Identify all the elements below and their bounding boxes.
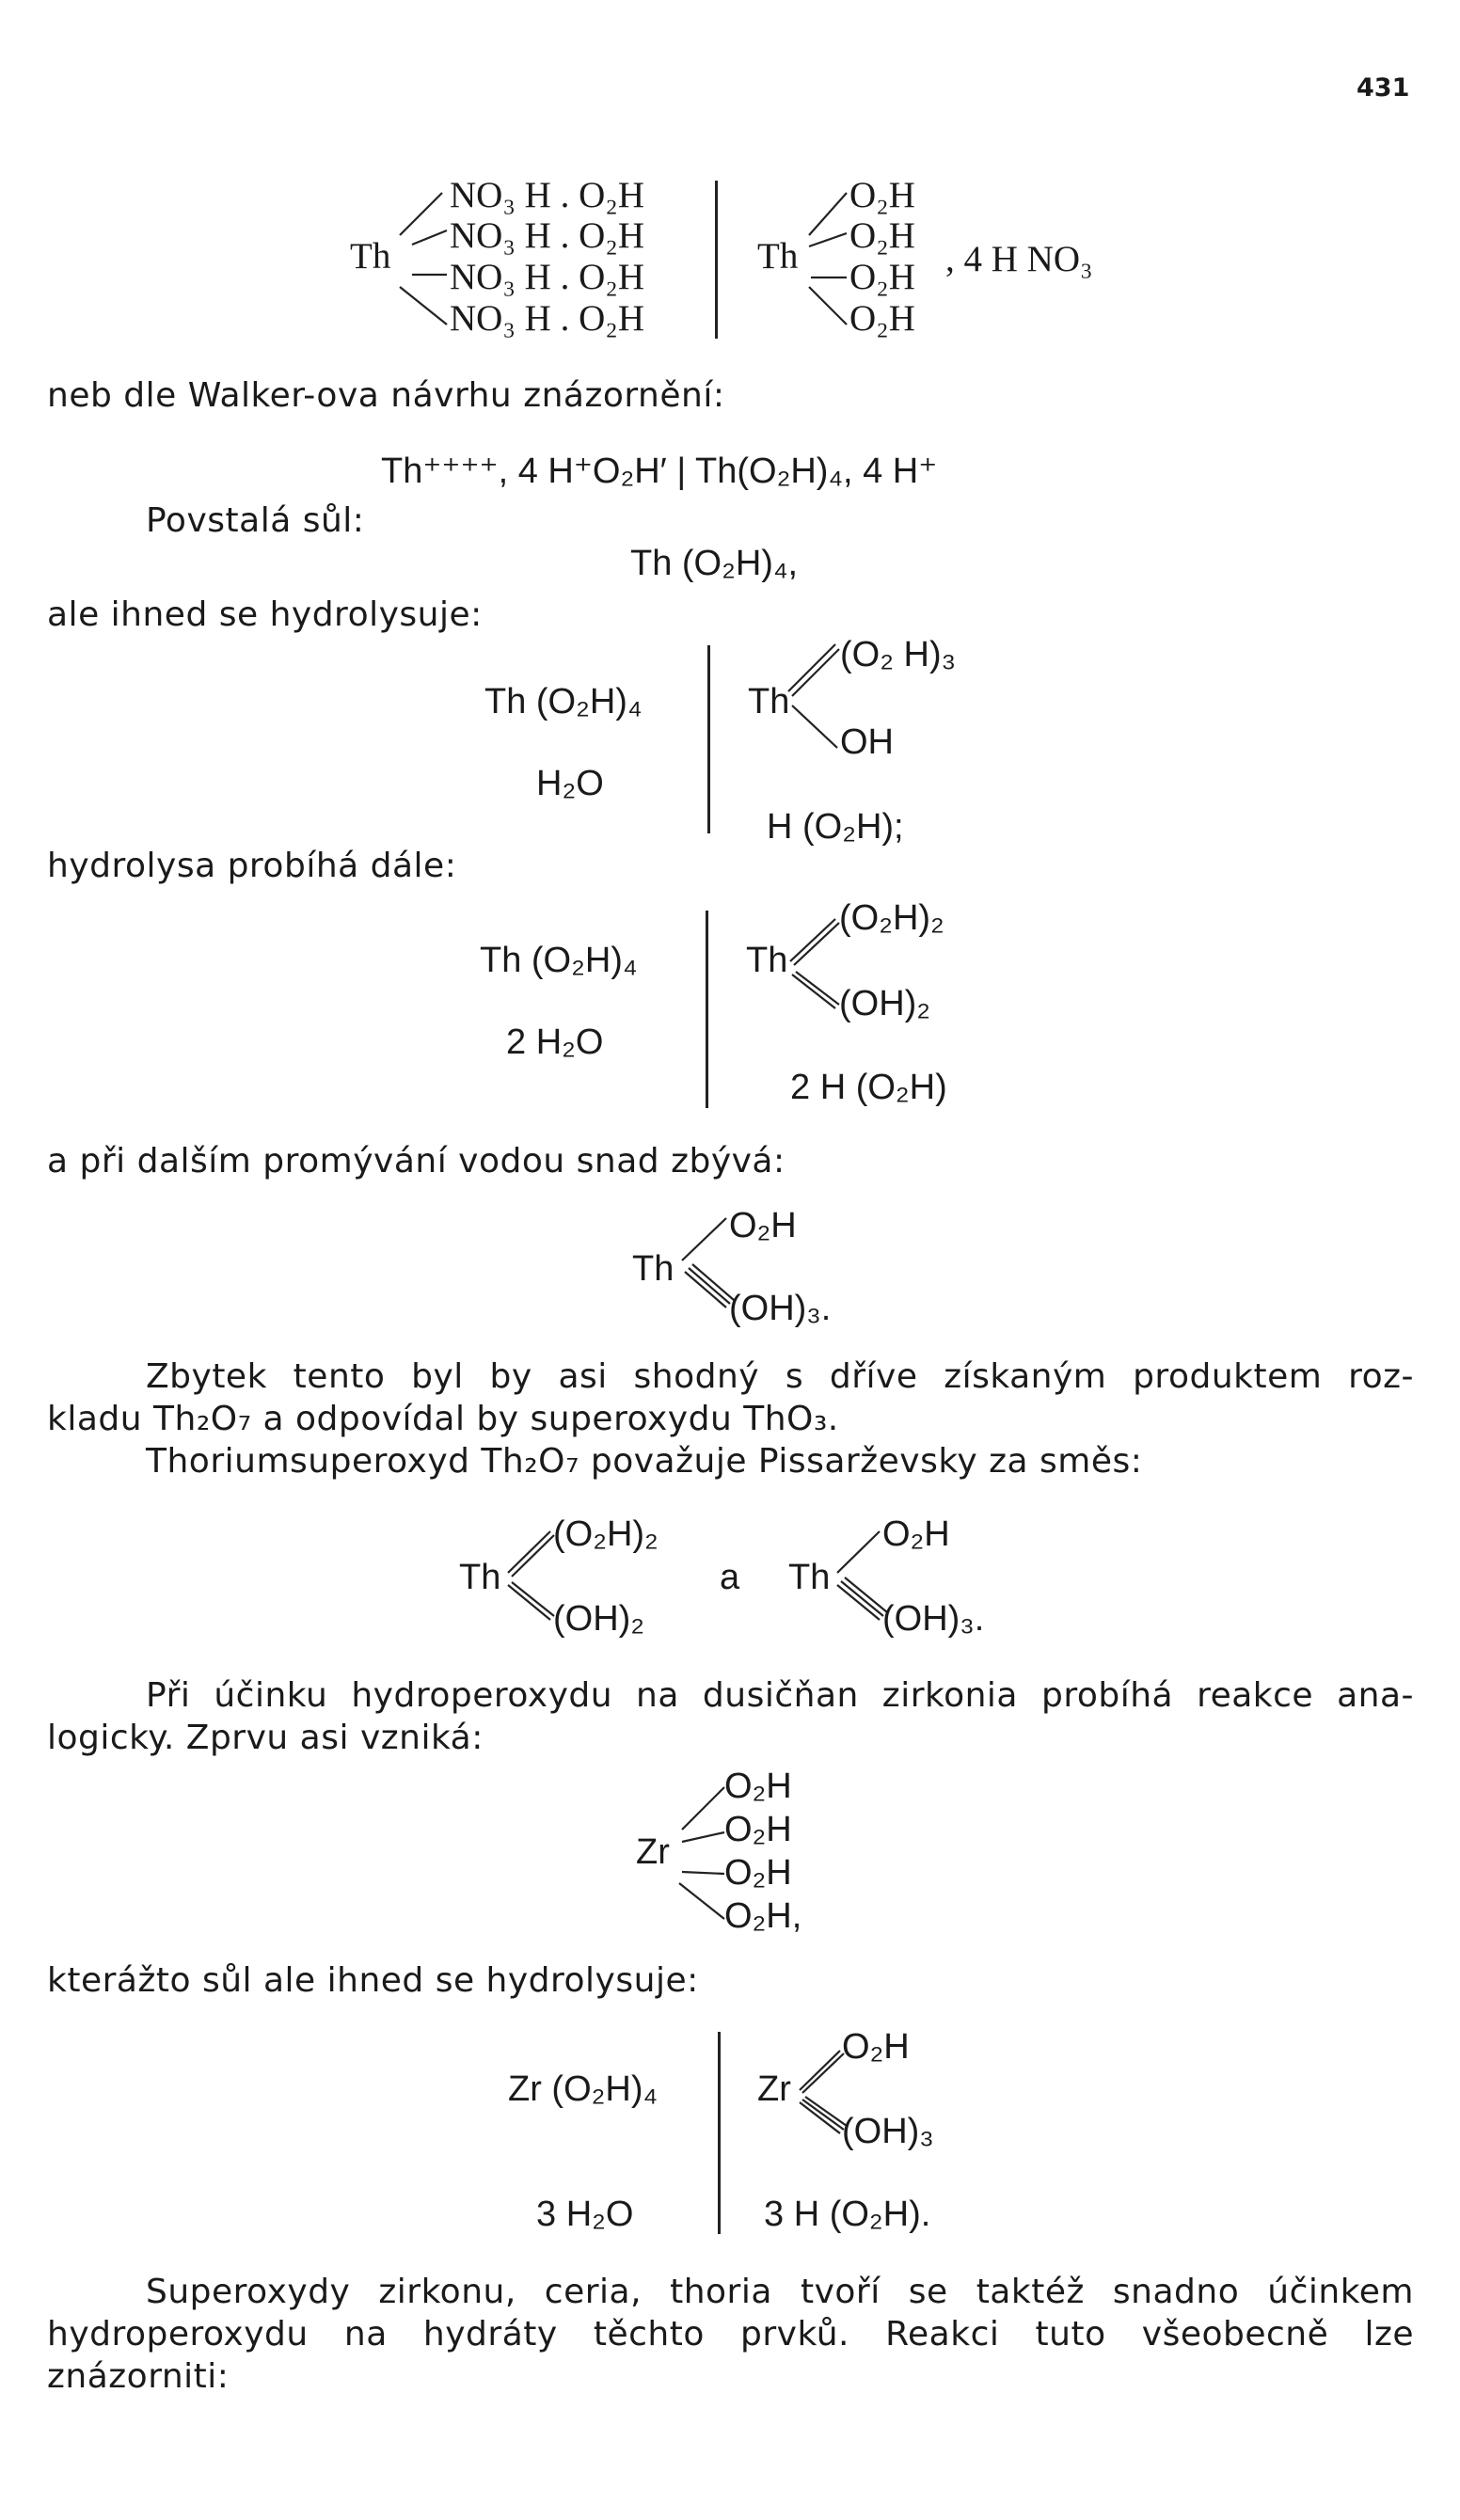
page-number: 431 <box>1357 73 1410 103</box>
eq2-right-bottom: H (O₂H); <box>767 807 904 847</box>
promyvani-intro: a při dalším promývání vodou snad zbývá: <box>47 1142 786 1181</box>
hydrolysa-intro-2: hydrolysa probíhá dále: <box>47 847 457 885</box>
eq1-right-row: O₂H <box>849 257 915 297</box>
eq1-left-center: Th <box>350 236 391 277</box>
eq7-right-bottom: 3 H (O₂H). <box>764 2195 931 2234</box>
para5-line3: znázorniti: <box>47 2357 230 2396</box>
eq4-upper: O₂H <box>729 1206 797 1245</box>
eq5-left-lower: (OH)₂ <box>553 1599 645 1639</box>
eq3-right-bottom: 2 H (O₂H) <box>790 1068 947 1107</box>
eq5-connector: a <box>720 1558 740 1597</box>
eq4-center: Th <box>632 1249 674 1289</box>
para4: kterážto sůl ale ihned se hydrolysuje: <box>47 1961 699 2000</box>
eq2-right-upper: (O₂ H)₃ <box>840 635 957 674</box>
salt-formula: Th (O₂H)₄, <box>630 544 799 583</box>
eq2-left-top: Th (O₂H)₄ <box>484 682 643 721</box>
eq2-right-center: Th <box>748 682 790 721</box>
eq1-left-row: NO₃ H . O₂H <box>450 298 645 339</box>
eq4-lower: (OH)₃. <box>729 1289 832 1328</box>
separator-bar <box>707 645 710 833</box>
hydrolysa-intro-1: ale ihned se hydrolysuje: <box>47 595 483 634</box>
eq1-left-row: NO₃ H . O₂H <box>450 175 645 215</box>
para3-line2: logicky. Zprvu asi vzniká: <box>47 1719 484 1757</box>
eq7-right-center: Zr <box>757 2069 791 2109</box>
eq5-left-center: Th <box>459 1558 501 1597</box>
eq5-right-lower: (OH)₃. <box>882 1599 985 1639</box>
eq1-right-row: O₂H <box>849 175 915 215</box>
eq5-right-center: Th <box>788 1558 831 1597</box>
separator-bar <box>718 2032 721 2234</box>
eq3-right-center: Th <box>746 941 788 980</box>
eq6-row: O₂H, <box>724 1896 802 1936</box>
eq3-right-upper: (O₂H)₂ <box>839 898 944 938</box>
eq7-left-bottom: 3 H₂O <box>536 2195 634 2234</box>
separator-bar <box>706 911 708 1108</box>
para5-line1: Superoxydy zirkonu, ceria, thoria tvoří se taktéž snadno účinkem <box>146 2273 1414 2311</box>
eq3-right-lower: (OH)₂ <box>839 984 931 1023</box>
para1-line2: kladu Th₂O₇ a odpovídal by superoxydu ThO₃. <box>47 1400 839 1438</box>
eq3-left-bottom: 2 H₂O <box>506 1022 604 1062</box>
para2-line1: Thoriumsuperoxyd Th₂O₇ považuje Pissarževsky za směs: <box>146 1442 1143 1481</box>
eq7-right-upper: O₂H <box>842 2027 910 2067</box>
eq6-row: O₂H <box>724 1853 792 1893</box>
eq1-right-row: O₂H <box>849 215 915 256</box>
eq5-left-upper: (O₂H)₂ <box>553 1514 659 1554</box>
eq6-row: O₂H <box>724 1767 792 1806</box>
para3-line1: Při účinku hydroperoxydu na dusičňan zirkonia probíhá reakce ana- <box>146 1676 1414 1715</box>
separator-bar <box>715 181 718 339</box>
eq2-right-lower: OH <box>840 722 894 762</box>
eq7-left-top: Zr (O₂H)₄ <box>508 2069 658 2109</box>
eq1-right-center: Th <box>757 236 799 277</box>
para5-line2: hydroperoxydu na hydráty těchto prvků. Reakci tuto všeobecně lze <box>47 2315 1414 2354</box>
eq6-row: O₂H <box>724 1810 792 1849</box>
eq1-tail: , 4 H NO₃ <box>945 239 1093 279</box>
eq1-right-row: O₂H <box>849 298 915 339</box>
eq3-left-top: Th (O₂H)₄ <box>480 941 638 980</box>
ionic-equation: Th⁺⁺⁺⁺, 4 H⁺O₂H′ | Th(O₂H)₄, 4 H⁺ <box>381 452 938 491</box>
walker-line: neb dle Walker-ova návrhu znázornění: <box>47 376 725 415</box>
para1-line1: Zbytek tento byl by asi shodný s dříve získaným produktem roz- <box>146 1357 1414 1396</box>
eq7-right-lower: (OH)₃ <box>842 2112 934 2151</box>
eq1-left-row: NO₃ H . O₂H <box>450 215 645 256</box>
eq2-left-bottom: H₂O <box>536 764 604 803</box>
povstala-label: Povstalá sůl: <box>146 501 365 540</box>
eq1-left-row: NO₃ H . O₂H <box>450 257 645 297</box>
eq5-right-upper: O₂H <box>882 1514 950 1554</box>
eq6-center: Zr <box>636 1832 670 1872</box>
